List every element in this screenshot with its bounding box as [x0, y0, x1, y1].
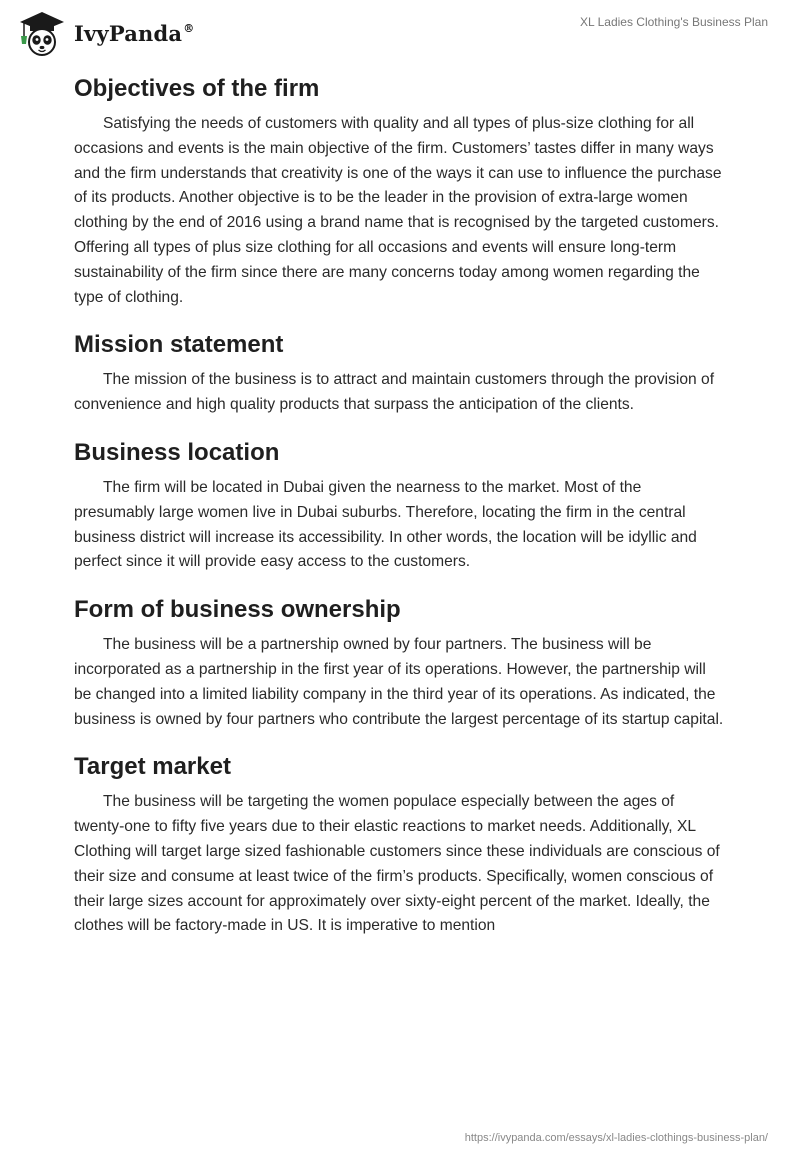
- section-heading: Business location: [74, 438, 280, 466]
- panda-graduate-icon: [16, 8, 68, 58]
- page-header: [0, 0, 800, 66]
- running-title: XL Ladies Clothing's Business Plan: [580, 15, 768, 29]
- section-objectives: [74, 70, 726, 310]
- section-target-market: [74, 748, 726, 939]
- section-heading: Objectives of the firm: [74, 75, 320, 102]
- section-paragraph: The business will be a partnership owned by four partners. The business will be incorporated as a partnership in the first year of its operations. However, the partnership will be changed into a limited liability company in the third year of its operations. As indicated, the business is owned by four partners who contribute the largest percentage of its startup capital.: [74, 636, 724, 728]
- section-heading: Target market: [74, 753, 231, 781]
- brand-name: IvyPanda®: [74, 20, 195, 46]
- registered-mark: ®: [183, 21, 195, 35]
- section-paragraph: The business will be targeting the women populace especially between the ages of twenty-one to fifty five years due to their elastic reactions to market needs. Additionally, XL Clothing will target large sized fashionable customers since these individuals are conscious of their size and consume at least twice of the firm’s products. Specifically, women conscious of their large sizes account for approximately over sixty-eight percent of the market. Ideally, the clothes will be factory-made in US. It is imperative to mention: [74, 793, 720, 935]
- article-body: [74, 70, 726, 955]
- section-paragraph: Satisfying the needs of customers with quality and all types of plus-size clothing for all occasions and events is the main objective of the firm. Customers’ tastes differ in many ways and the firm understands that creativity is one of the ways it can use to influence the purchase of its products. Another objective is to be the leader in the provision of extra-large women clothing by the end of 2016 using a brand name that is recognised by the targeted customers. Offering all types of plus size clothing for all occasions and events will ensure long-term sustainability of the firm since there are many concerns today among women regarding the type of clothing.: [74, 115, 722, 306]
- section-location: [74, 434, 726, 575]
- section-heading: Mission statement: [74, 331, 284, 359]
- section-paragraph: The mission of the business is to attract and maintain customers through the provision of convenience and high quality products that surpass the anticipation of the clients.: [74, 371, 715, 414]
- source-url[interactable]: https://ivypanda.com/essays/xl-ladies-clothings-business-plan/: [464, 1132, 768, 1144]
- section-ownership: [74, 591, 726, 732]
- section-mission: [74, 326, 726, 418]
- section-paragraph: The firm will be located in Dubai given the nearness to the market. Most of the presumably large women live in Dubai suburbs. Therefore, locating the firm in the central business district will increase its accessibility. In other words, the location will be idyllic and perfect since it will provide easy access to the customers.: [74, 478, 697, 571]
- brand-logo[interactable]: [16, 8, 194, 58]
- section-heading: Form of business ownership: [74, 596, 401, 624]
